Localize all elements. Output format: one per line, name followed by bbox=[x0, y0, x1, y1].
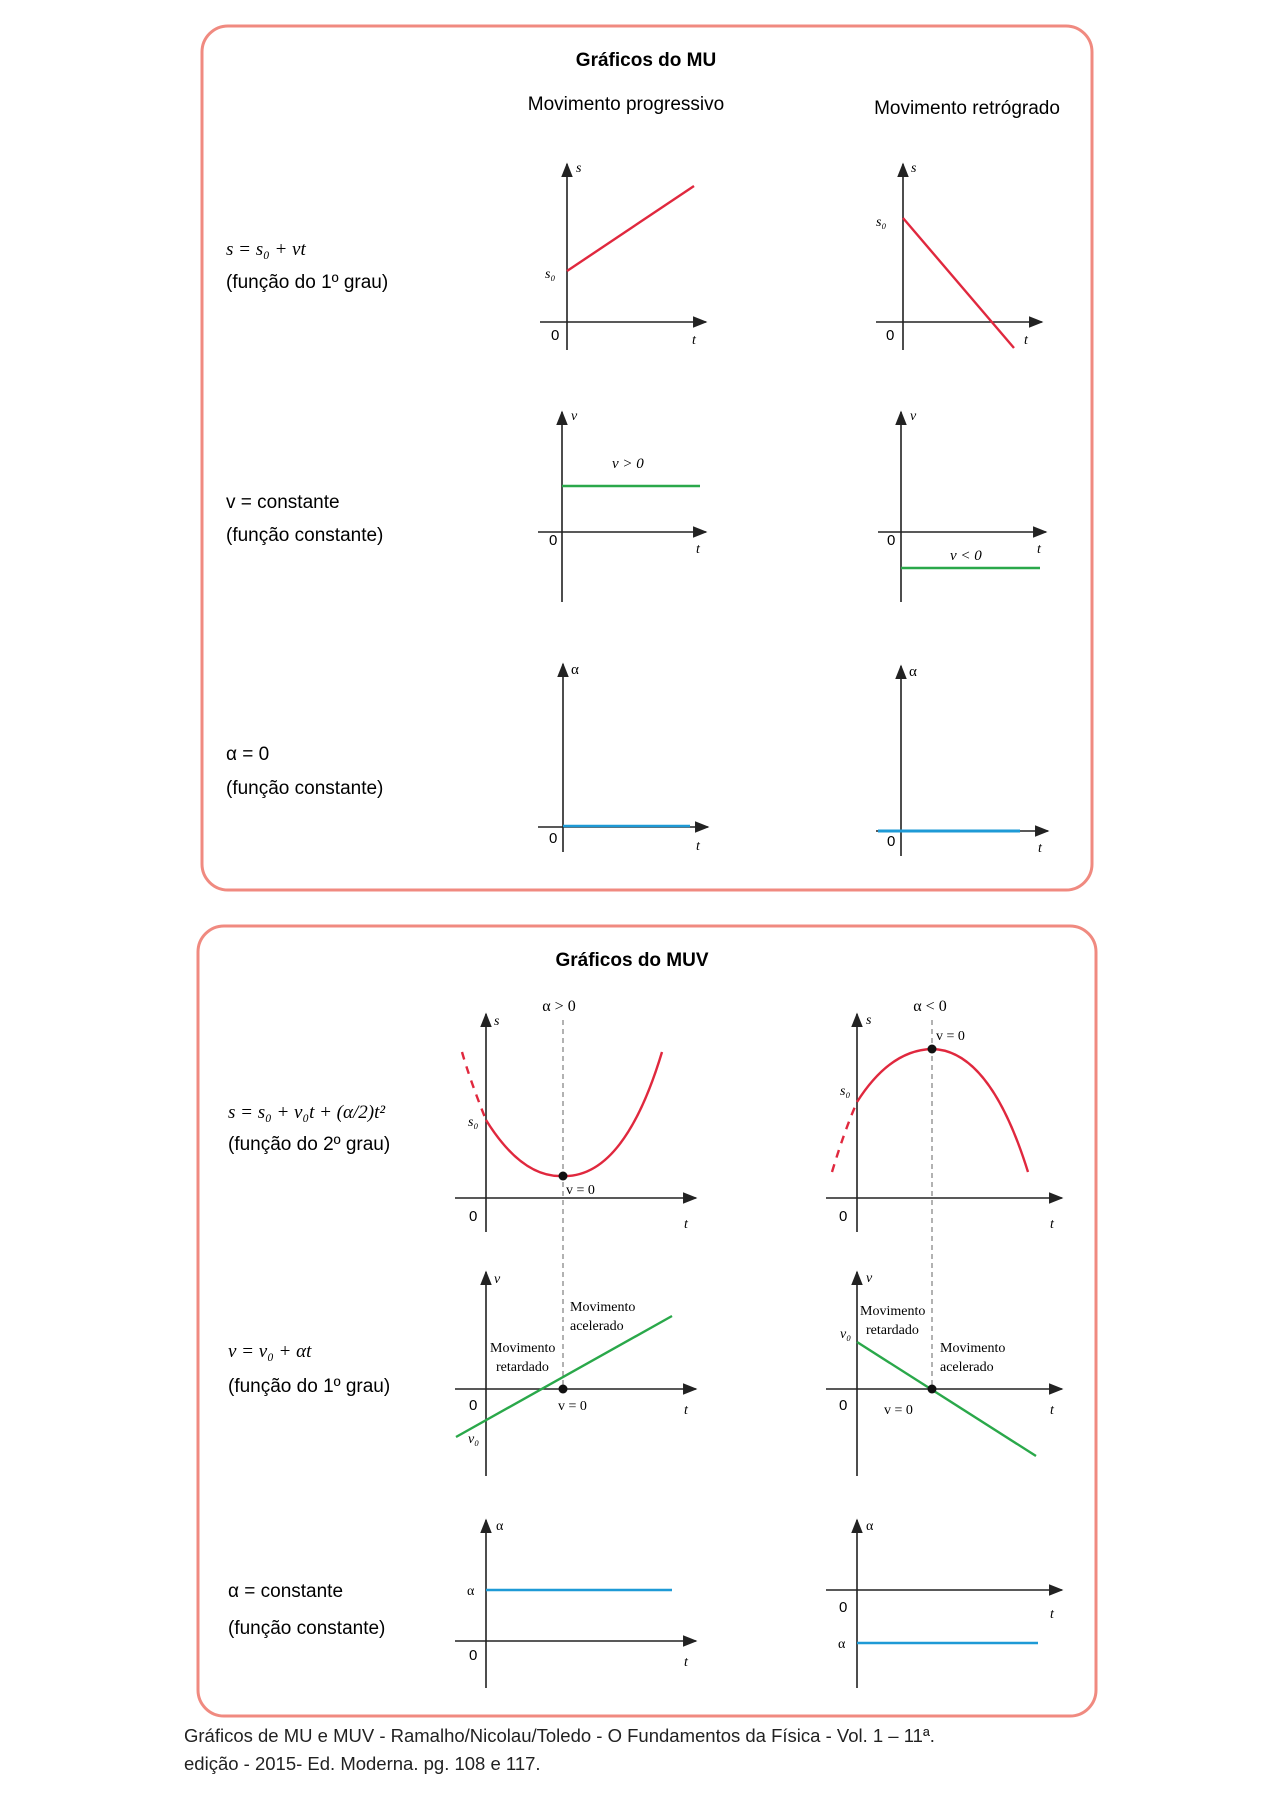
retard-label-2: retardado bbox=[866, 1323, 919, 1338]
s0-label: s₀ bbox=[840, 1084, 851, 1099]
v-zero-point bbox=[928, 1385, 937, 1394]
v-zero-label: v = 0 bbox=[558, 1399, 587, 1414]
muv-title: Gráficos do MUV bbox=[555, 950, 709, 971]
axis-label-t: t bbox=[684, 1217, 688, 1232]
mu-a-progressive-graph bbox=[538, 662, 708, 854]
mu-s-formula: s = s₀ + vt bbox=[226, 239, 306, 260]
axis-label-v: v bbox=[571, 409, 578, 424]
v-positive-label: v > 0 bbox=[612, 456, 644, 472]
mu-v-formula: v = constante bbox=[226, 492, 340, 513]
origin-label: 0 bbox=[469, 1208, 478, 1225]
origin-label: 0 bbox=[839, 1599, 848, 1616]
retard-label-2: retardado bbox=[496, 1360, 549, 1375]
s-curve-dashed bbox=[832, 1102, 857, 1172]
axis-label-t: t bbox=[1050, 1217, 1054, 1232]
s-curve bbox=[486, 1052, 662, 1176]
alpha-value-label: α bbox=[838, 1637, 846, 1652]
origin-label: 0 bbox=[469, 1397, 478, 1414]
v-zero-point bbox=[559, 1385, 568, 1394]
v-zero-label: v = 0 bbox=[566, 1183, 595, 1198]
accel-label-1: Movimento bbox=[570, 1300, 636, 1315]
vertex-point bbox=[559, 1172, 568, 1181]
mu-v-retrograde-graph bbox=[878, 409, 1046, 602]
axis-label-t: t bbox=[696, 839, 700, 854]
muv-v-pos-graph bbox=[455, 1272, 696, 1476]
muv-s-note: (função do 2º grau) bbox=[228, 1134, 391, 1155]
v-zero-label: v = 0 bbox=[936, 1029, 965, 1044]
mu-s-note: (função do 1º grau) bbox=[226, 272, 389, 293]
s-curve-dashed bbox=[462, 1052, 486, 1120]
mu-title: Gráficos do MU bbox=[575, 50, 717, 71]
accel-label-1: Movimento bbox=[940, 1341, 1006, 1356]
muv-v-note: (função do 1º grau) bbox=[228, 1376, 391, 1397]
mu-s-progressive-graph bbox=[540, 161, 706, 350]
axis-label-alpha: α bbox=[866, 1519, 874, 1534]
axis-label-v: v bbox=[910, 409, 917, 424]
mu-col-progressive: Movimento progressivo bbox=[527, 94, 725, 115]
origin-label: 0 bbox=[469, 1647, 478, 1664]
s-line bbox=[903, 218, 1014, 348]
muv-a-pos-graph bbox=[455, 1519, 696, 1688]
figure-caption bbox=[184, 1722, 1124, 1778]
mu-a-note: (função constante) bbox=[226, 778, 384, 799]
axis-label-alpha: α bbox=[909, 664, 917, 680]
origin-label: 0 bbox=[839, 1397, 848, 1414]
mu-v-note: (função constante) bbox=[226, 525, 384, 546]
axis-label-s: s bbox=[866, 1013, 872, 1028]
mu-v-progressive-graph bbox=[538, 409, 706, 602]
axis-label-v: v bbox=[494, 1272, 501, 1287]
axis-label-t: t bbox=[1037, 542, 1041, 557]
axis-label-t: t bbox=[1038, 841, 1042, 856]
accel-label-2: acelerado bbox=[570, 1319, 624, 1334]
v0-label: v₀ bbox=[840, 1327, 852, 1342]
mu-panel bbox=[202, 26, 1092, 890]
muv-col-pos: α > 0 bbox=[542, 998, 576, 1015]
mu-a-formula: α = 0 bbox=[226, 744, 270, 765]
muv-v-formula: v = v₀ + αt bbox=[228, 1341, 312, 1362]
origin-label: 0 bbox=[549, 532, 558, 549]
axis-label-t: t bbox=[1024, 333, 1028, 348]
s-line bbox=[567, 186, 694, 271]
origin-label: 0 bbox=[839, 1208, 848, 1225]
axis-label-s: s bbox=[911, 161, 917, 176]
muv-v-neg-graph bbox=[826, 1271, 1062, 1476]
origin-label: 0 bbox=[549, 830, 558, 847]
caption-line-2: edição - 2015- Ed. Moderna. pg. 108 e 117. bbox=[184, 1753, 541, 1774]
muv-a-formula: α = constante bbox=[228, 1581, 344, 1602]
axis-label-s: s bbox=[576, 161, 582, 176]
axis-label-t: t bbox=[684, 1655, 688, 1670]
retard-label-1: Movimento bbox=[860, 1304, 926, 1319]
axis-label-alpha: α bbox=[571, 662, 579, 678]
muv-s-formula: s = s₀ + v₀t + (α/2)t² bbox=[228, 1102, 386, 1123]
axis-label-v: v bbox=[866, 1271, 873, 1286]
v-zero-label: v = 0 bbox=[884, 1403, 913, 1418]
mu-s-retrograde-graph bbox=[876, 161, 1042, 350]
axis-label-t: t bbox=[1050, 1403, 1054, 1418]
s-curve bbox=[857, 1049, 1028, 1172]
muv-a-note: (função constante) bbox=[228, 1618, 386, 1639]
axis-label-s: s bbox=[494, 1014, 500, 1029]
mu-col-retrograde: Movimento retrógrado bbox=[874, 98, 1060, 119]
mu-panel-border bbox=[202, 26, 1092, 890]
axis-label-t: t bbox=[1050, 1607, 1054, 1622]
mu-a-retrograde-graph bbox=[876, 664, 1048, 856]
axis-label-alpha: α bbox=[496, 1519, 504, 1534]
origin-label: 0 bbox=[886, 327, 895, 344]
s0-label: s₀ bbox=[468, 1115, 479, 1130]
axis-label-t: t bbox=[692, 333, 696, 348]
origin-label: 0 bbox=[887, 833, 896, 850]
axis-label-t: t bbox=[696, 542, 700, 557]
v-negative-label: v < 0 bbox=[950, 548, 982, 564]
v-line bbox=[456, 1316, 672, 1437]
alpha-value-label: α bbox=[467, 1584, 475, 1599]
axis-label-t: t bbox=[684, 1403, 688, 1418]
caption-line-1: Gráficos de MU e MUV - Ramalho/Nicolau/Toledo - O Fundamentos da Física - Vol. 1 – 11ª. bbox=[184, 1725, 935, 1746]
vertex-point bbox=[928, 1045, 937, 1054]
accel-label-2: acelerado bbox=[940, 1360, 994, 1375]
retard-label-1: Movimento bbox=[490, 1341, 556, 1356]
muv-col-neg: α < 0 bbox=[913, 998, 947, 1015]
muv-panel bbox=[198, 926, 1096, 1716]
s0-label: s₀ bbox=[545, 267, 556, 282]
origin-label: 0 bbox=[887, 532, 896, 549]
v0-label: v₀ bbox=[468, 1432, 480, 1447]
origin-label: 0 bbox=[551, 327, 560, 344]
muv-s-neg-graph bbox=[826, 1013, 1062, 1232]
muv-s-pos-graph bbox=[455, 1014, 696, 1232]
s0-label: s₀ bbox=[876, 215, 887, 230]
muv-a-neg-graph bbox=[826, 1519, 1062, 1688]
